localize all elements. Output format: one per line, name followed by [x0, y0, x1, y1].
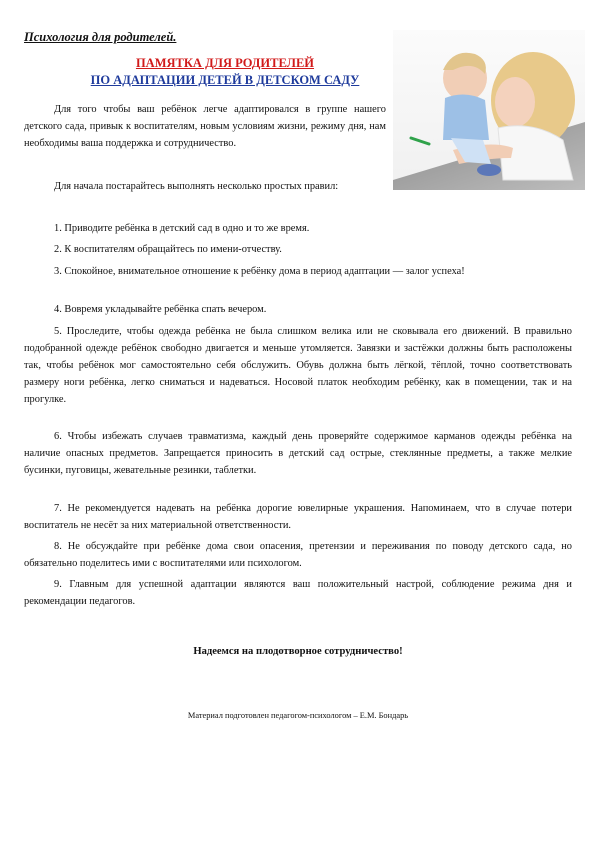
- rule-item: 4. Вовремя укладывайте ребёнка спать вечером.: [54, 304, 267, 315]
- intro-rules-lead: Для начала постарайтесь выполнять несколько простых правил:: [54, 181, 339, 192]
- title-line-2: ПО АДАПТАЦИИ ДЕТЕЙ В ДЕТСКОМ САДУ: [90, 73, 360, 87]
- rule-item: 6. Чтобы избежать случаев травматизма, каждый день проверяйте содержимое карманов одежды ребёнка на наличие опасных предметов. Запрещается приносить в детский сад острые, стеклянные предметы, а также мелкие бусинки, пуговицы, жевательные резинки, таблетки.: [24, 431, 572, 476]
- rule-item: 5. Проследите, чтобы одежда ребёнка не была слишком велика или не сковывала его движений. В правильно подобранной одежде ребёнок свободно двигается и меньше утомляется. Завязки и застёжки должны быть расположены так, чтобы ребёнок мог самостоятельно себя обслужить. Обувь должна быть лёгкой, тёплой, точно соответствовать размеру ноги ребёнка, легко сниматься и надеваться. Носовой платок необходим ребёнку, как в помещении, так и на прогулке.: [24, 326, 572, 405]
- rule-item: 8. Не обсуждайте при ребёнке дома свои опасения, претензии и переживания по поводу детского сада, но обязательно поделитесь ими с воспитателями или психологом.: [24, 541, 572, 569]
- closing-line: Надеемся на плодотворное сотрудничество!: [193, 646, 403, 657]
- rule-item: 2. К воспитателям обращайтесь по имени-отчеству.: [54, 244, 282, 255]
- mother-and-child-photo: [393, 30, 585, 190]
- rule-item: 1. Приводите ребёнка в детский сад в одно и то же время.: [54, 223, 310, 234]
- section-heading: Психология для родителей.: [24, 30, 177, 44]
- author-credit: Материал подготовлен педагогом-психологом – Е.М. Бондарь: [187, 711, 409, 720]
- intro-paragraph: Для того чтобы ваш ребёнок легче адаптировался в группе нашего детского сада, привык к воспитателям, новым условиям жизни, режиму дня, нам необходимы ваша поддержка и сотрудничество.: [24, 104, 386, 149]
- rule-item: 9. Главным для успешной адаптации являются ваш положительный настрой, соблюдение режима дня и рекомендации педагогов.: [24, 579, 572, 607]
- title-line-1: ПАМЯТКА ДЛЯ РОДИТЕЛЕЙ: [135, 56, 315, 70]
- rule-item: 7. Не рекомендуется надевать на ребёнка дорогие ювелирные украшения. Напоминаем, что в случае потери воспитатель не несёт за них материальной ответственности.: [24, 503, 572, 531]
- rule-item: 3. Спокойное, внимательное отношение к ребёнку дома в период адаптации — залог успеха!: [54, 266, 465, 277]
